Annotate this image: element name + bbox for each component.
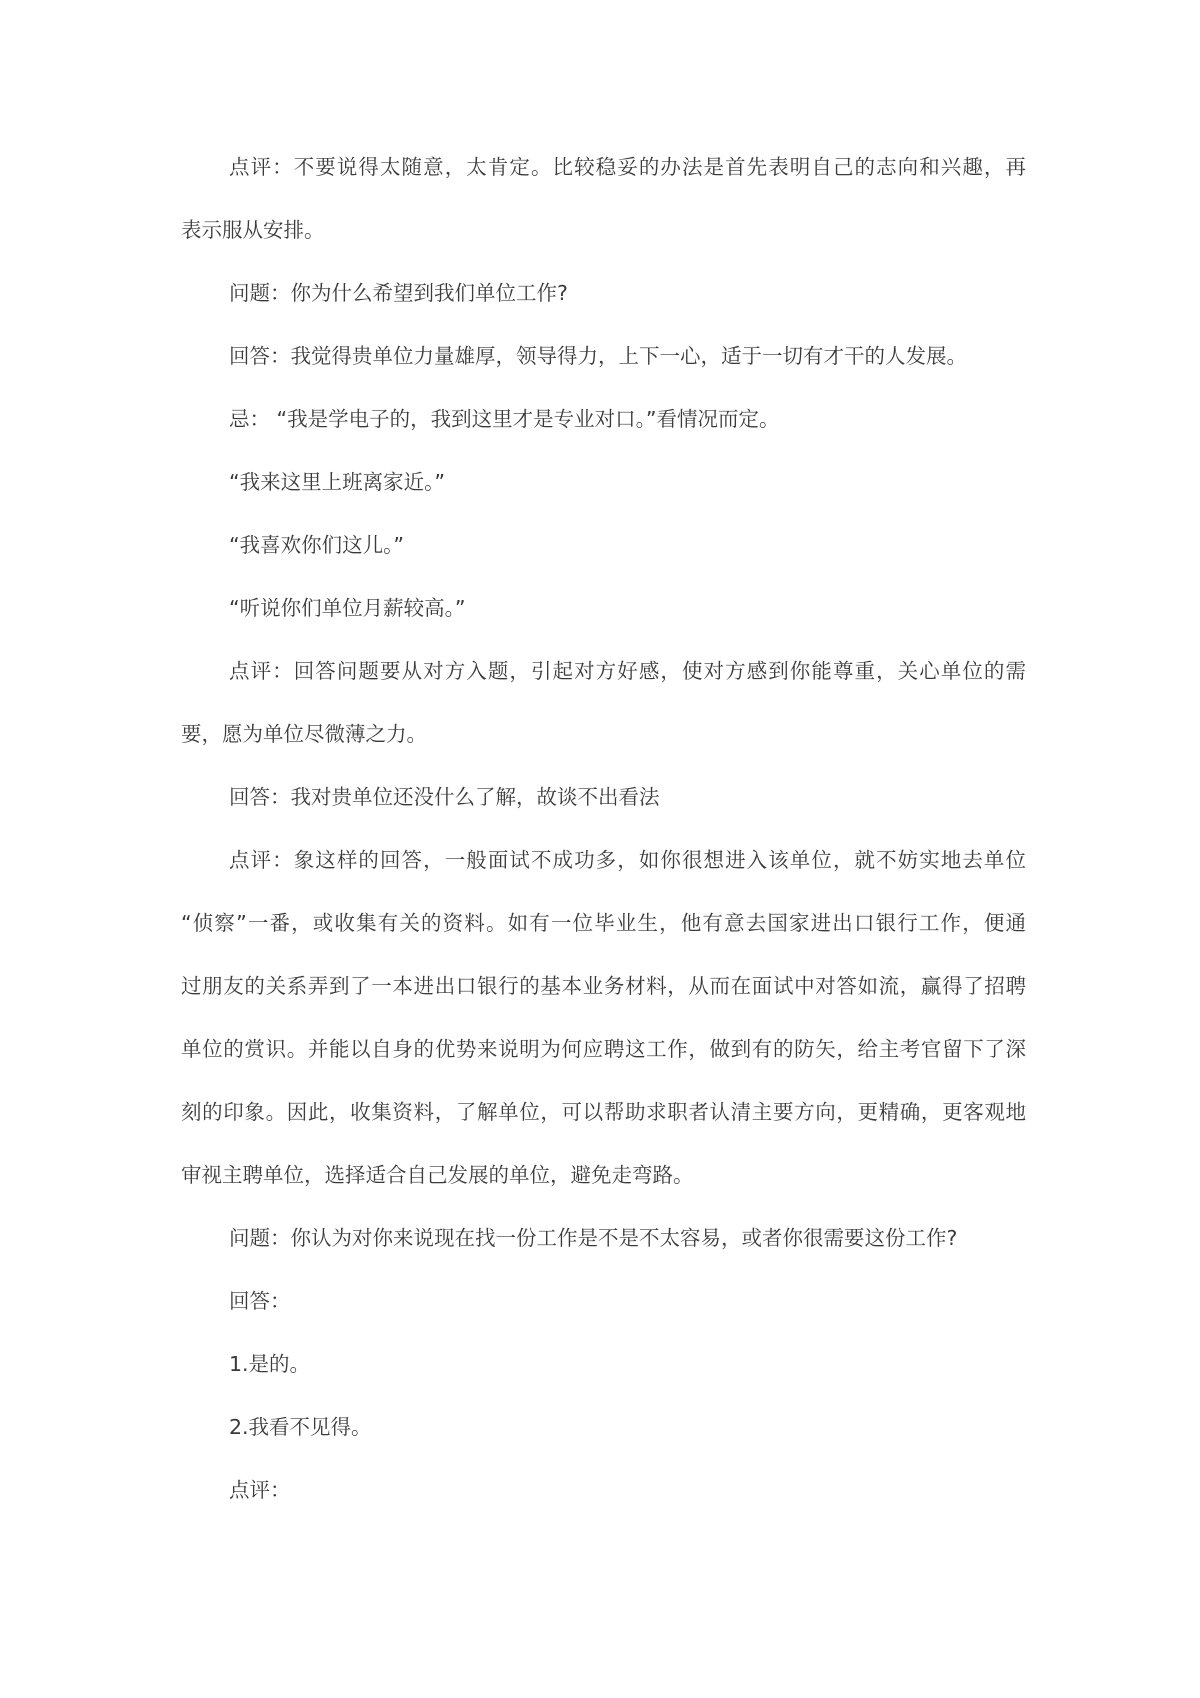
text-line: 点评： xyxy=(229,1478,291,1502)
text-line: 1.是的。 xyxy=(229,1352,311,1376)
text-line: 点评：不要说得太随意，太肯定。比较稳妥的办法是首先表明自己的志向和兴趣，再 xyxy=(229,155,1026,179)
text-line: 问题：你为什么希望到我们单位工作? xyxy=(229,281,568,305)
text-line: 问题：你认为对你来说现在找一份工作是不是不太容易，或者你很需要这份工作? xyxy=(229,1226,958,1250)
text-line: 过朋友的关系弄到了一本进出口银行的基本业务材料，从而在面试中对答如流，赢得了招聘 xyxy=(181,974,1026,998)
text-line: “我来这里上班离家近。” xyxy=(229,470,445,494)
text-line: “我喜欢你们这儿。” xyxy=(229,533,404,557)
text-line: 回答：我觉得贵单位力量雄厚，领导得力，上下一心，适于一切有才干的人发展。 xyxy=(229,344,967,368)
text-line: 回答：我对贵单位还没什么了解，故谈不出看法 xyxy=(229,785,660,809)
text-line: 点评：象这样的回答，一般面试不成功多，如你很想进入该单位，就不妨实地去单位 xyxy=(229,848,1026,872)
text-line: 回答： xyxy=(229,1289,291,1313)
text-line: 审视主聘单位，选择适合自己发展的单位，避免走弯路。 xyxy=(181,1163,694,1187)
document-body xyxy=(181,153,1026,1539)
text-line: “侦察”一番，或收集有关的资料。如有一位毕业生，他有意去国家进出口银行工作，便通 xyxy=(181,911,1026,935)
text-line: “听说你们单位月薪较高。” xyxy=(229,596,466,620)
text-line: 要，愿为单位尽微薄之力。 xyxy=(181,722,427,746)
text-line: 点评：回答问题要从对方入题，引起对方好感，使对方感到你能尊重，关心单位的需 xyxy=(229,659,1026,683)
text-line: 单位的赏识。并能以自身的优势来说明为何应聘这工作，做到有的防矢，给主考官留下了深 xyxy=(181,1037,1026,1061)
text-line: 表示服从安排。 xyxy=(181,218,325,242)
text-line: 刻的印象。因此，收集资料，了解单位，可以帮助求职者认清主要方向，更精确，更客观地 xyxy=(181,1100,1026,1124)
text-line: 2.我看不见得。 xyxy=(229,1415,372,1439)
text-line: 忌： “我是学电子的，我到这里才是专业对口。”看情况而定。 xyxy=(229,407,780,431)
